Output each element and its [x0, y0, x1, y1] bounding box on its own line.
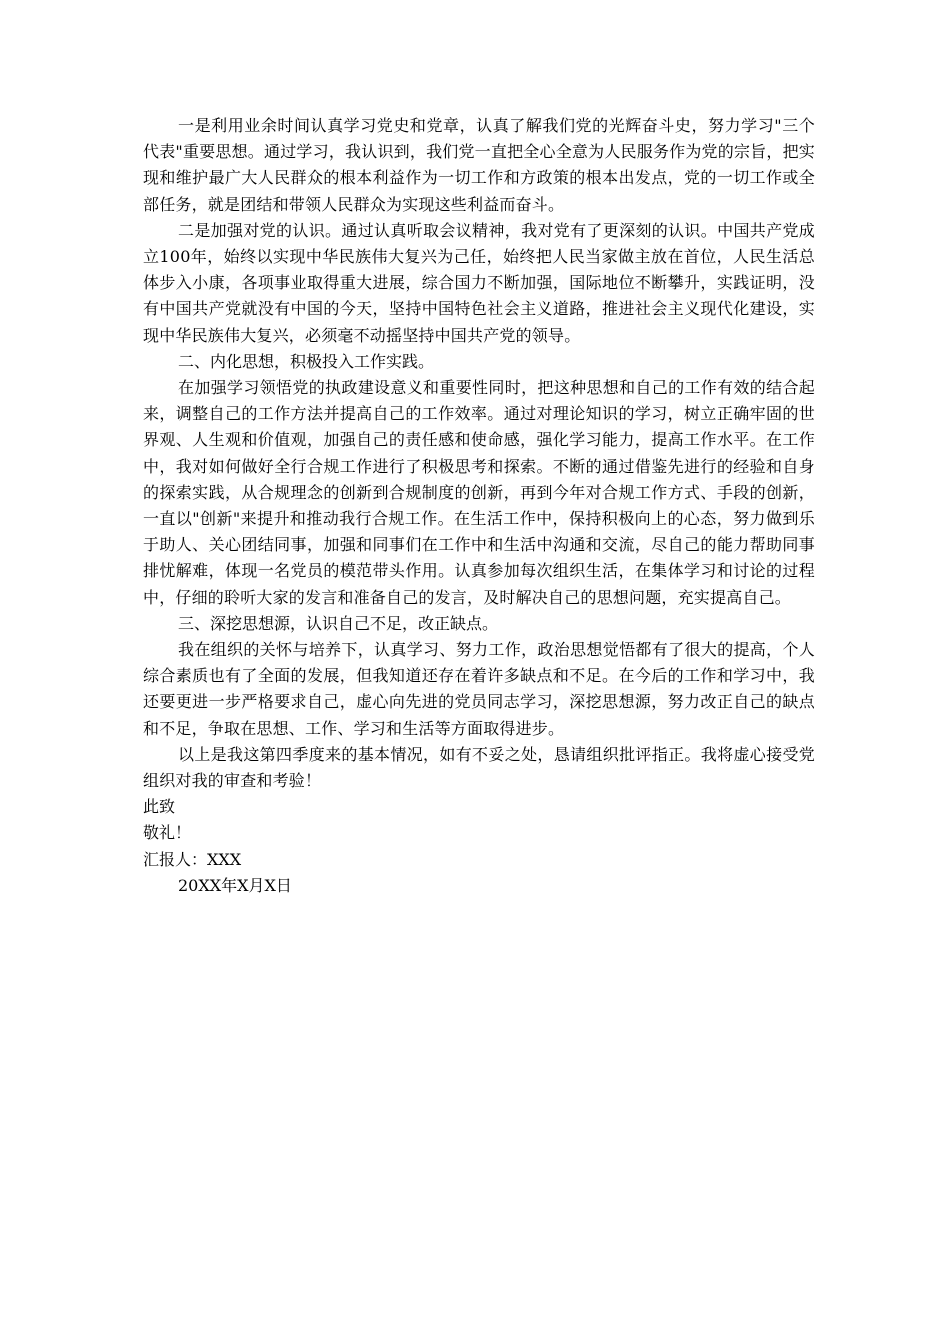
paragraph-study-party-history: 一是利用业余时间认真学习党史和党章，认真了解我们党的光辉奋斗史，努力学习"三个代表"重要思想。通过学习，我认识到，我们党一直把全心全意为人民服务作为党的宗旨，把实现和维护最广大人民群众的根本利益作为一切工作和方政策的根本出发点，党的一切工作或全部任务，就是团结和带领人民群众为实现这些利益而奋斗。: [143, 116, 815, 214]
date-line: 20XX年X月X日: [178, 875, 292, 895]
signature-line: 汇报人：XXX: [143, 849, 242, 869]
document-body: [143, 113, 815, 899]
paragraph-party-understanding: 二是加强对党的认识。通过认真听取会议精神，我对党有了更深刻的认识。中国共产党成立100年，始终以实现中华民族伟大复兴为己任，始终把人民当家做主放在首位，人民生活总体步入小康，各项事业取得重大进展，综合国力不断加强，国际地位不断攀升，实践证明，没有中国共产党就没有中国的今天，坚持中国特色社会主义道路，推进社会主义现代化建设，实现中华民族伟大复兴，必须毫不动摇坚持中国共产党的领导。: [143, 220, 815, 345]
paragraph-shortcomings: 我在组织的关怀与培养下，认真学习、努力工作，政治思想觉悟都有了很大的提高，个人综合素质也有了全面的发展，但我知道还存在着许多缺点和不足。在今后的工作和学习中，我还要更进一步严格要求自己，虚心向先进的党员同志学习，深挖思想源，努力改正自己的缺点和不足，争取在思想、工作、学习和生活等方面取得进步。: [143, 640, 815, 738]
closing-regards: 敬礼！: [143, 823, 192, 843]
closing-salutation: 此致: [143, 797, 176, 817]
paragraph-work-practice: 在加强学习领悟党的执政建设意义和重要性同时，把这种思想和自己的工作有效的结合起来，调整自己的工作方法并提高自己的工作效率。通过对理论知识的学习，树立正确牢固的世界观、人生观和价值观，加强自己的责任感和使命感，强化学习能力，提高工作水平。在工作中，我对如何做好全行合规工作进行了积极思考和探索。不断的通过借鉴先进行的经验和自身的探索实践，从合规理念的创新到合规制度的创新，再到今年对合规工作方式、手段的创新，一直以"创新"来提升和推动我行合规工作。在生活工作中，保持积极向上的心态，努力做到乐于助人、关心团结同事，加强和同事们在工作中和生活中沟通和交流，尽自己的能力帮助同事排忧解难，体现一名党员的模范带头作用。认真参加每次组织生活，在集体学习和讨论的过程中，仔细的聆听大家的发言和准备自己的发言，及时解决自己的思想问题，充实提高自己。: [143, 378, 815, 607]
section-heading-work-practice: 二、内化思想，积极投入工作实践。: [178, 351, 435, 371]
paragraph-conclusion: 以上是我这第四季度来的基本情况，如有不妥之处，恳请组织批评指正。我将虚心接受党组织对我的审查和考验！: [143, 744, 815, 791]
section-heading-shortcomings: 三、深挖思想源，认识自己不足，改正缺点。: [178, 613, 499, 633]
